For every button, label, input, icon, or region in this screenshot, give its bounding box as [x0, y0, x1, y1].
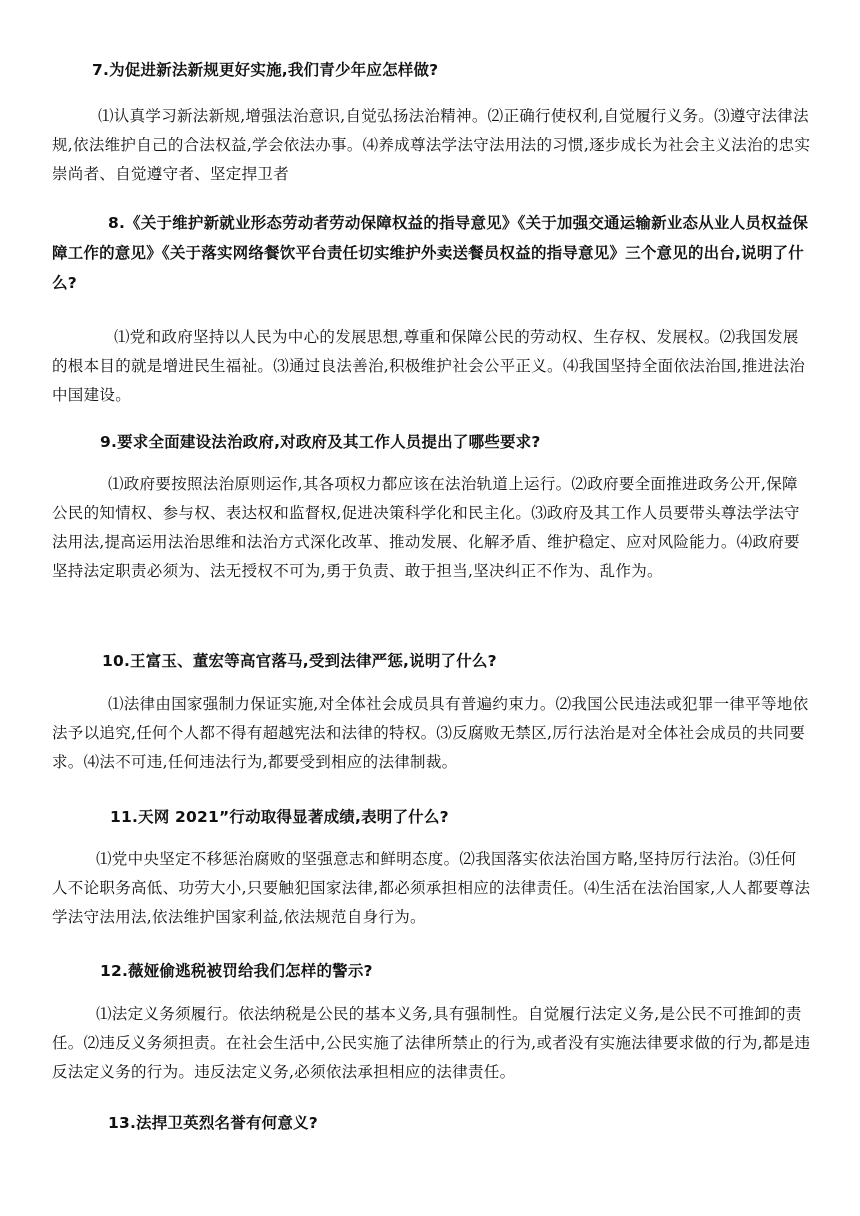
answer-11: ⑴党中央坚定不移惩治腐败的坚强意志和鲜明态度。⑵我国落实依法治国方略,坚持厉行法治。⑶任何人不论职务高低、功劳大小,只要触犯国家法律,都必须承担相应的法律责任。⑷生活在法治国家,人人都要尊法学法守法用法,依法维护国家利益,依法规范自身行为。 [52, 850, 811, 926]
answer-10: ⑴法律由国家强制力保证实施,对全体社会成员具有普遍约束力。⑵我国公民违法或犯罪一律平等地依法予以追究,任何个人都不得有超越宪法和法律的特权。⑶反腐败无禁区,厉行法治是对全体社会成员的共同要求。⑷法不可违,任何违法行为,都要受到相应的法律制裁。 [52, 695, 809, 771]
answer-12: ⑴法定义务须履行。依法纳税是公民的基本义务,具有强制性。自觉履行法定义务,是公民不可推卸的责任。⑵违反义务须担责。在社会生活中,公民实施了法律所禁止的行为,或者没有实施法律要求做的行为,都是违反法定义务的行为。违反法定义务,必须依法承担相应的法律责任。 [52, 1005, 811, 1081]
answer-7: ⑴认真学习新法新规,增强法治意识,自觉弘扬法治精神。⑵正确行使权利,自觉履行义务。⑶遵守法律法规,依法维护自己的合法权益,学会依法办事。⑷养成尊法学法守法用法的习惯,逐步成长为社会主义法治的忠实崇尚者、自觉遵守者、坚定捍卫者 [52, 107, 811, 183]
answer-9: ⑴政府要按照法治原则运作,其各项权力都应该在法治轨道上运行。⑵政府要全面推进政务公开,保障公民的知情权、参与权、表达权和监督权,促进决策科学化和民主化。⑶政府及其工作人员要带头尊法学法守法用法,提高运用法治思维和法治方式深化改革、推动发展、化解矛盾、维护稳定、应对风险能力。⑷政府要坚持法定职责必须为、法无授权不可为,勇于负责、敢于担当,坚决纠正不作为、乱作为。 [52, 475, 800, 580]
question-7: 7.为促进新法新规更好实施,我们青少年应怎样做? [92, 61, 439, 79]
question-10: 10.王富玉、董宏等高官落马,受到法律严惩,说明了什么? [102, 652, 497, 670]
question-13: 13.法捍卫英烈名誉有何意义? [108, 1114, 318, 1132]
question-11: 11.天网 2021”行动取得显著成绩,表明了什么? [110, 808, 449, 826]
question-12: 12.薇娅偷逃税被罚给我们怎样的警示? [100, 962, 373, 980]
answer-8: ⑴党和政府坚持以人民为中心的发展思想,尊重和保障公民的劳动权、生存权、发展权。⑵我国发展的根本目的就是增进民生福祉。⑶通过良法善治,积极维护社会公平正义。⑷我国坚持全面依法治国,推进法治中国建设。 [52, 328, 806, 404]
question-9: 9.要求全面建设法治政府,对政府及其工作人员提出了哪些要求? [100, 433, 541, 451]
question-8: 8.《关于维护新就业形态劳动者劳动保障权益的指导意见》《关于加强交通运输新业态从业人员权益保障工作的意见》《关于落实网络餐饮平台责任切实维护外卖送餐员权益的指导意见》三个意见的出台,说明了什么? [52, 214, 809, 292]
